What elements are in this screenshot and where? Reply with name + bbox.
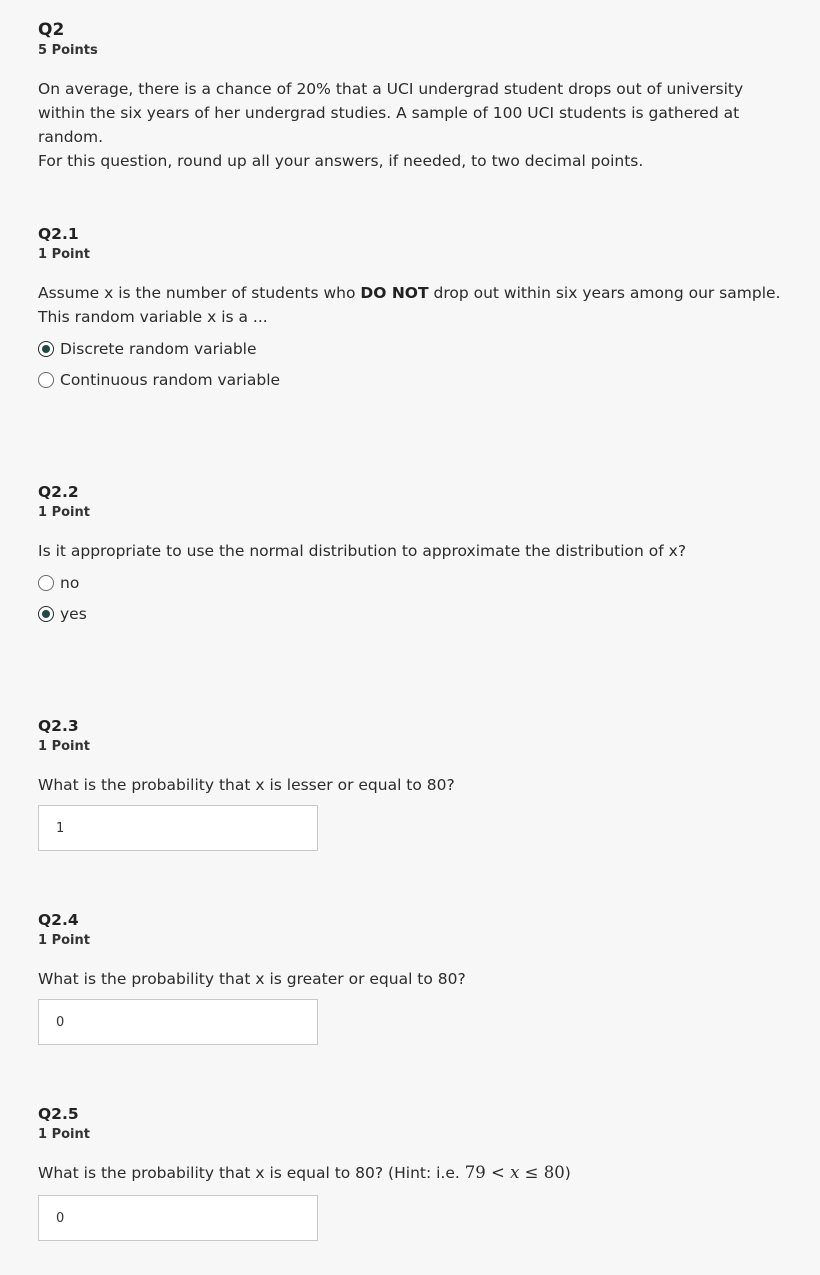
question-points-q2-4: 1 Point bbox=[38, 933, 90, 948]
question-text-q2-5 bbox=[38, 1161, 783, 1185]
radio-option-no[interactable] bbox=[38, 572, 79, 594]
question-points-q2: 5 Points bbox=[38, 43, 98, 58]
question-text-q2-1 bbox=[38, 281, 783, 329]
math-less-equal: ≤ bbox=[524, 1163, 539, 1182]
question-title-q2-2: Q2.2 bbox=[38, 483, 79, 501]
math-expression bbox=[465, 1163, 565, 1182]
question-points-q2-1: 1 Point bbox=[38, 247, 90, 262]
radio-button-selected-icon[interactable] bbox=[38, 341, 54, 357]
question-title-q2-5: Q2.5 bbox=[38, 1105, 79, 1123]
question-text-q2-1-after: drop out within six years among our sample. This random variable x is a ... bbox=[38, 284, 781, 326]
math-variable: x bbox=[510, 1163, 520, 1182]
question-text-q2-3: What is the probability that x is lesser or equal to 80? bbox=[38, 776, 455, 794]
question-text-q2-5-prefix: What is the probability that x is equal to 80? (Hint: i.e. bbox=[38, 1164, 465, 1182]
math-right-value: 80 bbox=[543, 1163, 565, 1182]
radio-option-discrete[interactable] bbox=[38, 338, 257, 360]
question-text-q2-1-emphasis: DO NOT bbox=[360, 284, 429, 302]
question-title-q2: Q2 bbox=[38, 20, 65, 40]
answer-input-q2-4[interactable] bbox=[38, 999, 318, 1045]
radio-option-label: yes bbox=[60, 605, 87, 623]
question-points-q2-3: 1 Point bbox=[38, 739, 90, 754]
question-text-q2-intro: On average, there is a chance of 20% that a UCI undergrad student drops out of university within the six years of her undergrad studies. A sample of 100 UCI students is gathered at random. bbox=[38, 80, 744, 146]
answer-input-q2-3[interactable] bbox=[38, 805, 318, 851]
question-points-q2-2: 1 Point bbox=[38, 505, 90, 520]
question-text-q2-4: What is the probability that x is greater or equal to 80? bbox=[38, 970, 466, 988]
question-text-q2-1-before: Assume x is the number of students who bbox=[38, 284, 361, 302]
question-points-q2-5: 1 Point bbox=[38, 1127, 90, 1142]
answer-input-q2-5[interactable] bbox=[38, 1195, 318, 1241]
radio-option-continuous[interactable] bbox=[38, 369, 280, 391]
question-title-q2-3: Q2.3 bbox=[38, 717, 79, 735]
question-title-q2-4: Q2.4 bbox=[38, 911, 79, 929]
radio-button-selected-icon[interactable] bbox=[38, 606, 54, 622]
radio-option-label: no bbox=[60, 574, 80, 592]
question-text-q2-instructions: For this question, round up all your answers, if needed, to two decimal points. bbox=[38, 152, 644, 170]
question-title-q2-1: Q2.1 bbox=[38, 225, 79, 243]
radio-button-unselected-icon[interactable] bbox=[38, 575, 54, 591]
math-less-than: < bbox=[491, 1163, 505, 1182]
radio-option-label: Discrete random variable bbox=[60, 340, 257, 358]
question-text-q2-5-suffix: ) bbox=[564, 1164, 571, 1182]
radio-option-label: Continuous random variable bbox=[60, 371, 281, 389]
radio-button-unselected-icon[interactable] bbox=[38, 372, 54, 388]
question-text-q2-2: Is it appropriate to use the normal distribution to approximate the distribution of x? bbox=[38, 542, 687, 560]
math-left-value: 79 bbox=[464, 1163, 486, 1182]
radio-option-yes[interactable] bbox=[38, 603, 87, 625]
